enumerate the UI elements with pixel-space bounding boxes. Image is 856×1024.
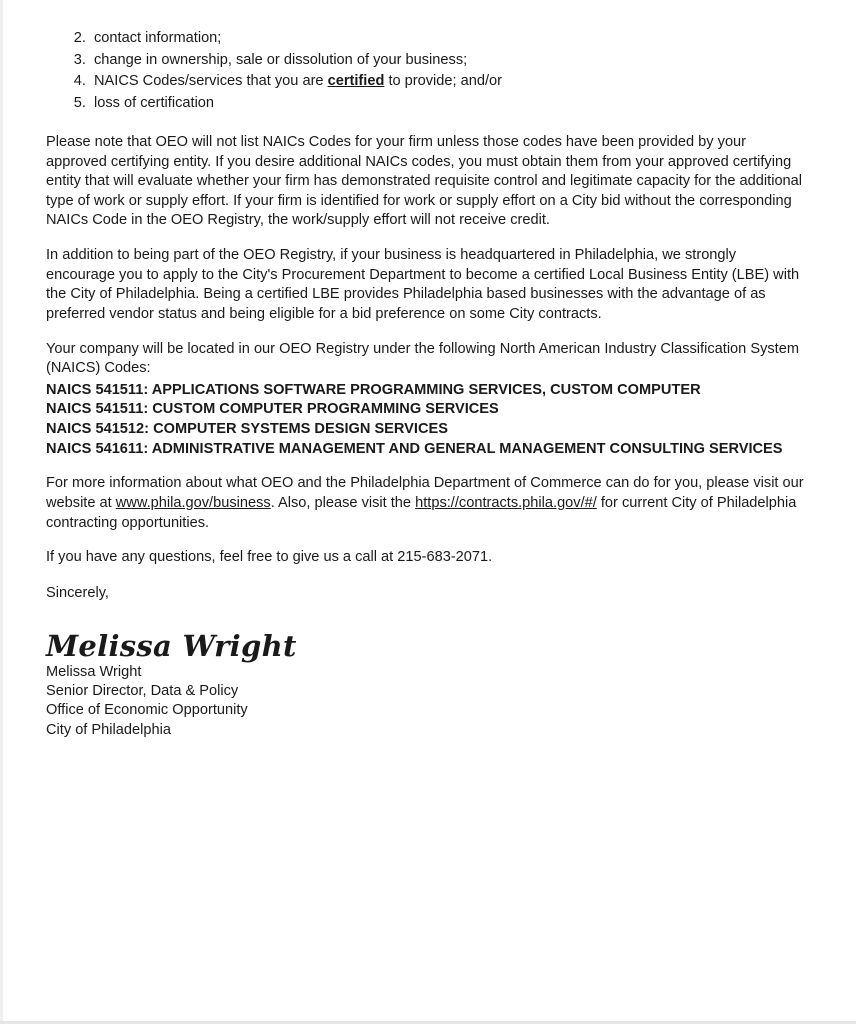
more-info-text-3: for current City of Philadelphia contracting opportunities. (46, 494, 797, 531)
naics-code-line: NAICS 541511: APPLICATIONS SOFTWARE PROGRAMMING SERVICES, CUSTOM COMPUTER (46, 381, 701, 398)
paragraph-more-info (46, 474, 808, 533)
list-item-text-suffix: to provide; and/or (384, 73, 503, 90)
more-info-text-2: . Also, please visit the (270, 494, 416, 511)
signature-image: Melissa Wright (46, 628, 297, 663)
signer-city: City of Philadelphia (46, 721, 171, 738)
signer-office: Office of Economic Opportunity (46, 702, 248, 719)
naics-code-list (46, 381, 808, 460)
list-item (90, 71, 808, 92)
list-item-text: change in ownership, sale or dissolution of your business; (94, 51, 468, 68)
link-contracts-portal[interactable]: https://contracts.phila.gov/#/ (415, 494, 597, 511)
more-info-text-1: For more information about what OEO and the Philadelphia Department of Commerce can do for you, please visit our website at (46, 475, 804, 511)
signer-name: Melissa Wright (46, 664, 142, 681)
list-item-text: loss of certification (94, 95, 215, 112)
signature-block (46, 663, 808, 739)
list-item-emphasis: certified (327, 73, 385, 90)
naics-code-line: NAICS 541511: CUSTOM COMPUTER PROGRAMMING SERVICES (46, 401, 499, 418)
list-item-text-prefix: NAICS Codes/services that you are (94, 73, 328, 90)
list-item (90, 50, 808, 71)
paragraph-questions: If you have any questions, feel free to give us a call at 215-683-2071. (46, 549, 493, 566)
paragraph-lbe: In addition to being part of the OEO Registry, if your business is headquartered in Philadelphia, we strongly encourage you to apply to the City's Procurement Department to become a certified Local Business Entity (LBE) with the City of Philadelphia. Being a certified LBE provides Philadelphia based businesses with the advantage of as preferred vendor status and being eligible for a bid preference on some City contracts. (46, 247, 800, 322)
link-phila-business[interactable]: www.phila.gov/business (115, 494, 271, 511)
naics-code-line: NAICS 541611: ADMINISTRATIVE MANAGEMENT AND GENERAL MANAGEMENT CONSULTING SERVICES (46, 440, 783, 457)
signer-title: Senior Director, Data & Policy (46, 683, 239, 700)
closing-line: Sincerely, (46, 584, 109, 601)
list-item (90, 93, 808, 114)
paragraph-naics-note: Please note that OEO will not list NAICs Codes for your firm unless those codes have been provided by your approved certifying entity. If you desire additional NAICs codes, you must obtain them from your approved certifying entity that will evaluate whether your firm has demonstrated requisite control and legitimate capacity for the additional type of work or supply effort. If your firm is identified for work or supply effort on a City bid without the corresponding NAICs Code in the OEO Registry, the work/supply effort will not receive credit. (46, 133, 803, 229)
list-item (90, 28, 808, 49)
naics-code-line: NAICS 541512: COMPUTER SYSTEMS DESIGN SERVICES (46, 421, 448, 437)
page-left-edge (0, 0, 3, 1024)
notification-list (46, 28, 808, 114)
list-item-text: contact information; (94, 30, 222, 46)
paragraph-registry-intro: Your company will be located in our OEO Registry under the following North American Industry Classification System (NAICS) Codes: (46, 340, 800, 377)
